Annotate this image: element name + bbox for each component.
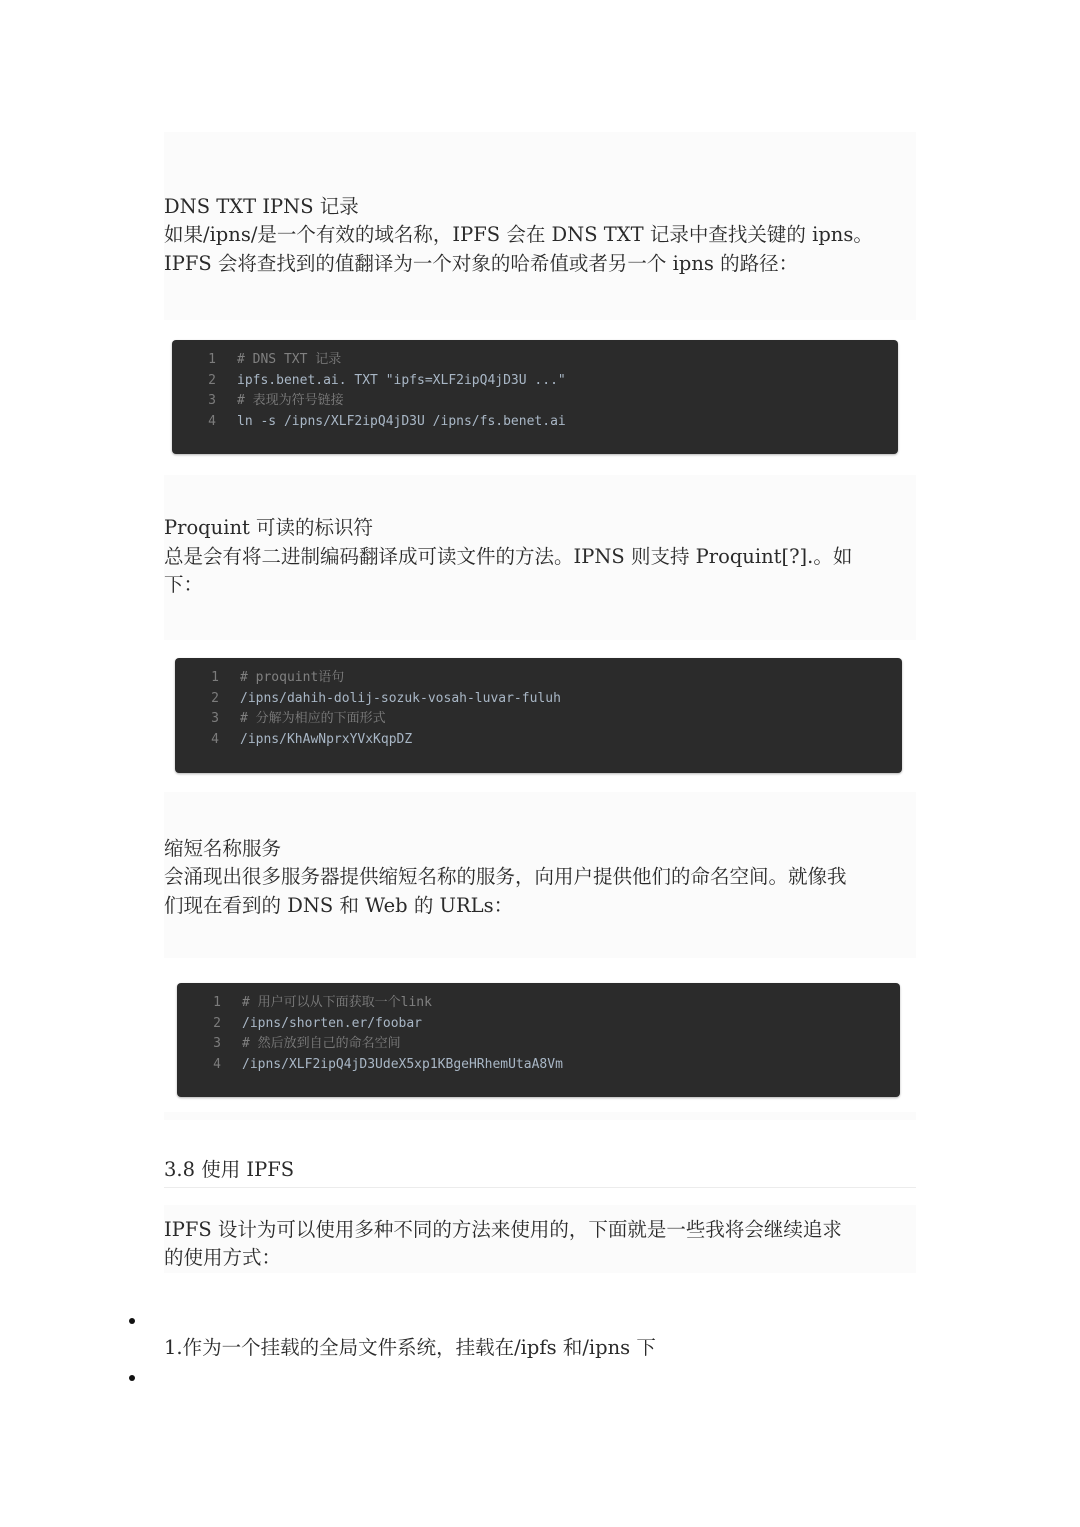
code-comment: # 用户可以从下面获取一个link: [242, 995, 432, 1010]
line-number: 4: [213, 1056, 221, 1072]
code-comment: # DNS TXT 记录: [237, 352, 342, 367]
line-number: 3: [213, 1036, 221, 1051]
line-number: 1: [208, 352, 216, 367]
line-number: 2: [211, 690, 219, 706]
bullet-icon: [129, 1375, 135, 1381]
list-item: 1.作为一个挂载的全局文件系统，挂载在/ipfs 和/ipns 下: [164, 1336, 656, 1359]
code-block-shortener: [177, 983, 900, 1097]
code-block-proquint: [175, 658, 902, 773]
line-number: 2: [208, 372, 216, 388]
paragraph-line: IPFS 设计为可以使用多种不同的方法来使用的，下面就是一些我将会继续追求: [164, 1218, 842, 1241]
line-number: 3: [208, 393, 216, 408]
paragraph-line: 如果/ipns/是一个有效的域名称，IPFS 会在 DNS TXT 记录中查找关键的 ipns。: [164, 223, 873, 246]
code-text: /ipns/dahih-dolij-sozuk-vosah-luvar-fuluh: [240, 690, 561, 706]
code-text: /ipns/XLF2ipQ4jD3UdeX5xp1KBgeHRhemUtaA8Vm: [242, 1056, 563, 1072]
code-text: /ipns/KhAwNprxYVxKqpDZ: [240, 731, 413, 747]
paragraph-line: 下：: [164, 573, 204, 596]
paragraph-line: 会涌现出很多服务器提供缩短名称的服务，向用户提供他们的命名空间。就像我: [164, 865, 847, 888]
line-number: 3: [211, 711, 219, 726]
code-text: /ipns/shorten.er/foobar: [242, 1015, 423, 1031]
section-heading: 3.8 使用 IPFS: [164, 1158, 295, 1181]
paragraph-line: 总是会有将二进制编码翻译成可读文件的方法。IPNS 则支持 Proquint[?].。如: [164, 545, 853, 568]
line-number: 2: [213, 1015, 221, 1031]
line-number: 1: [213, 995, 221, 1010]
paragraph-line: 的使用方式：: [164, 1246, 282, 1269]
bullet-icon: [129, 1318, 135, 1324]
section-title: Proquint 可读的标识符: [164, 516, 374, 539]
text-block-dns-txt: [164, 132, 916, 320]
code-comment: # proquint语句: [240, 670, 345, 685]
text-block-shortener: [164, 792, 916, 958]
paragraph-line: IPFS 会将查找到的值翻译为一个对象的哈希值或者另一个 ipns 的路径：: [164, 252, 799, 275]
section-title: DNS TXT IPNS 记录: [164, 195, 359, 218]
code-text: ln -s /ipns/XLF2ipQ4jD3U /ipns/fs.benet.ai: [237, 413, 566, 429]
code-comment: # 表现为符号链接: [237, 393, 344, 408]
paragraph-line: 们现在看到的 DNS 和 Web 的 URLs：: [164, 894, 514, 917]
text-block-proquint: [164, 475, 916, 640]
heading-divider: [164, 1187, 916, 1188]
line-number: 1: [211, 670, 219, 685]
spacer-block: [164, 1112, 916, 1120]
line-number: 4: [208, 413, 216, 429]
code-text: ipfs.benet.ai. TXT "ipfs=XLF2ipQ4jD3U ...": [237, 372, 566, 388]
section-title: 缩短名称服务: [164, 837, 282, 860]
code-comment: # 然后放到自己的命名空间: [242, 1036, 401, 1051]
code-comment: # 分解为相应的下面形式: [240, 711, 386, 726]
code-block-dns-txt: [172, 340, 898, 454]
line-number: 4: [211, 731, 219, 747]
text-block-usage: [164, 1205, 916, 1273]
